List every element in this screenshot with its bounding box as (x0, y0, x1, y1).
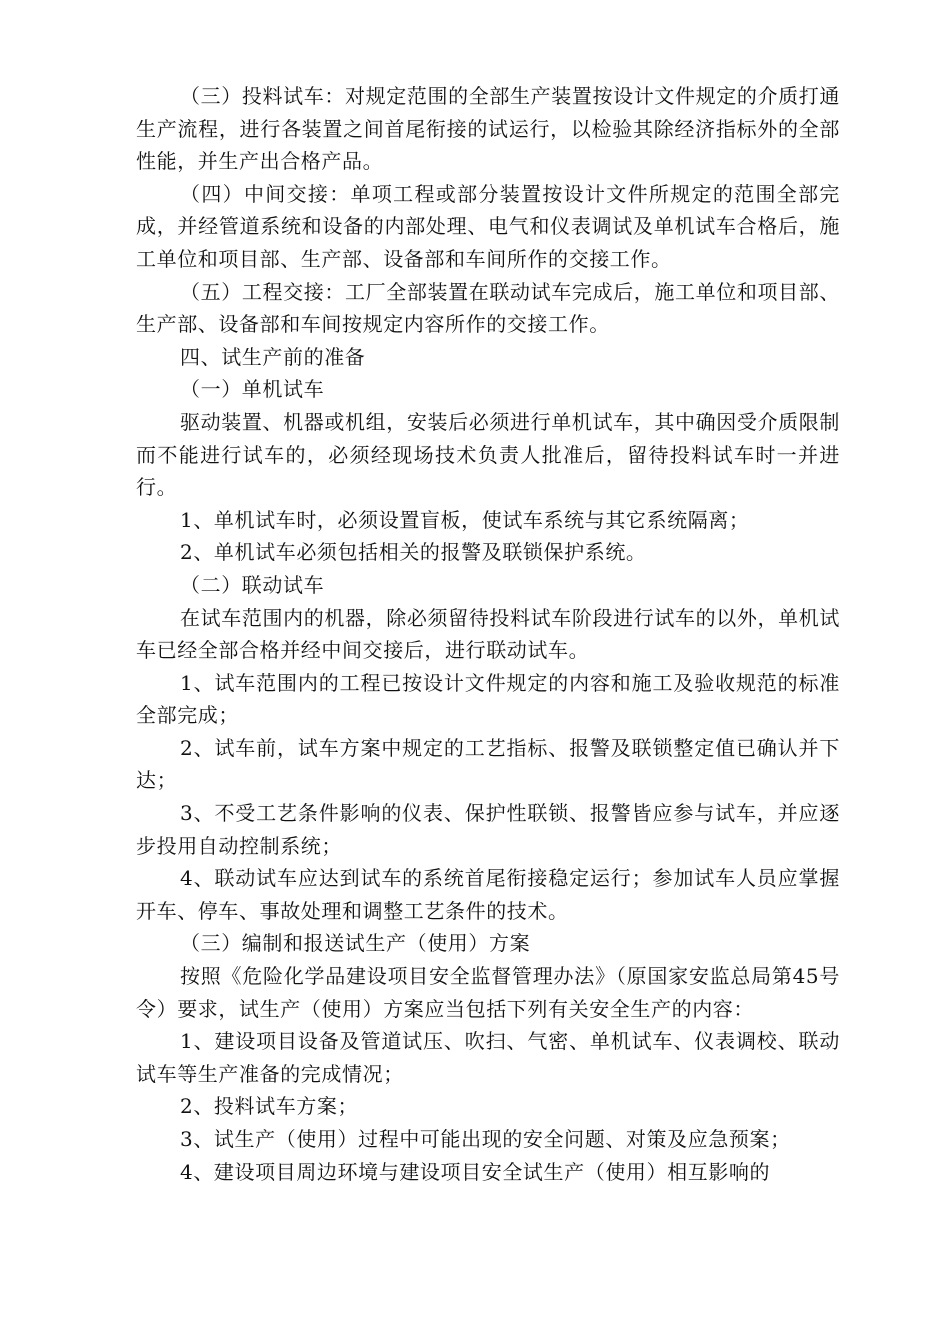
subheading-trial-production-plan: （三）编制和报送试生产（使用）方案 (180, 931, 531, 956)
paragraph-single-machine-intro: 驱动装置、机器或机组，安装后必须进行单机试车，其中确因受介质限制而不能进行试车的，必须经现场技术负责人批准后，留待投料试车时一并进行。 (136, 409, 840, 500)
subheading-linkage-test: （二）联动试车 (180, 572, 325, 597)
list-item-linkage-4: 4、联动试车应达到试车的系统首尾衔接稳定运行；参加试车人员应掌握开车、停车、事故处理和调整工艺条件的技术。 (136, 866, 840, 923)
list-item-plan-4: 4、建设项目周边环境与建设项目安全试生产（使用）相互影响的 (180, 1159, 771, 1184)
paragraph-project-handover: （五）工程交接：工厂全部装置在联动试车完成后，施工单位和项目部、生产部、设备部和车间按规定内容所作的交接工作。 (136, 279, 840, 337)
list-item-linkage-3: 3、不受工艺条件影响的仪表、保护性联锁、报警皆应参与试车，并应逐步投用自动控制系统； (136, 801, 840, 858)
list-item-plan-3: 3、试生产（使用）过程中可能出现的安全问题、对策及应急预案； (180, 1127, 791, 1151)
list-item-plan-2: 2、投料试车方案； (180, 1094, 359, 1119)
subheading-single-machine-test: （一）单机试车 (180, 377, 325, 402)
paragraph-intermediate-handover: （四）中间交接：单项工程或部分装置按设计文件所规定的范围全部完成，并经管道系统和设备的内部处理、电气和仪表调试及单机试车合格后，施工单位和项目部、生产部、设备部和车间所作的交接工作。 (136, 181, 840, 271)
list-item-linkage-1: 1、试车范围内的工程已按设计文件规定的内容和施工及验收规范的标准全部完成； (136, 670, 840, 728)
list-item-single-2: 2、单机试车必须包括相关的报警及联锁保护系统。 (180, 540, 647, 565)
paragraph-plan-intro: 按照《危险化学品建设项目安全监督管理办法》（原国家安监总局第45号令）要求，试生产（使用）方案应当包括下列有关安全生产的内容： (136, 964, 840, 1021)
paragraph-linkage-intro: 在试车范围内的机器，除必须留待投料试车阶段进行试车的以外，单机试车已经全部合格并经中间交接后，进行联动试车。 (136, 605, 840, 663)
document-body (136, 80, 840, 1188)
list-item-single-1: 1、单机试车时，必须设置盲板，使试车系统与其它系统隔离； (180, 507, 750, 532)
list-item-plan-1: 1、建设项目设备及管道试压、吹扫、气密、单机试车、仪表调校、联动试车等生产准备的完成情况； (136, 1029, 840, 1086)
paragraph-trial-feed: （三）投料试车：对规定范围的全部生产装置按设计文件规定的介质打通生产流程，进行各装置之间首尾衔接的试运行，以检验其除经济指标外的全部性能，并生产出合格产品。 (136, 84, 840, 174)
section-heading-preparation: 四、试生产前的准备 (180, 344, 366, 369)
list-item-linkage-2: 2、试车前，试车方案中规定的工艺指标、报警及联锁整定值已确认并下达； (136, 735, 840, 793)
